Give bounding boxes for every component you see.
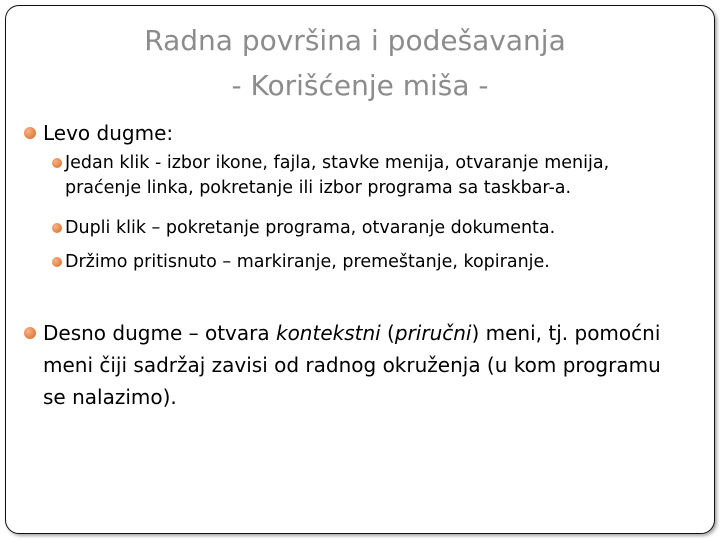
single-click-desc-line2: praćenje linka, pokretanje ili izbor programa sa taskbar-a.: [65, 178, 572, 198]
slide-title-line-1: Radna površina i podešavanja: [144, 24, 566, 57]
bullet-dot-icon: [52, 223, 62, 233]
hold-pressed-separator: –: [216, 252, 237, 272]
right-button-separator: – otvara: [182, 321, 276, 345]
bullet-dot-icon: [52, 158, 62, 168]
bullet-dot-icon: [24, 327, 36, 339]
hold-pressed-term: Držimo pritisnuto: [65, 252, 217, 272]
double-click-desc: pokretanje programa, otvaranje dokumenta.: [165, 218, 556, 238]
sub-bullet-double-click: [65, 216, 555, 240]
single-click-separator: -: [149, 153, 167, 173]
slide-title-line-2: - Korišćenje miša -: [231, 69, 489, 102]
bullet-right-button: [43, 318, 660, 348]
right-button-line3: se nalazimo).: [43, 385, 177, 409]
right-button-paren-open: (: [380, 321, 395, 345]
hold-pressed-desc: markiranje, premeštanje, kopiranje.: [236, 252, 550, 272]
right-button-paren-close: ) meni, tj. pomoćni: [471, 321, 661, 345]
left-button-suffix: :: [166, 121, 174, 145]
double-click-term: Dupli klik: [65, 218, 146, 238]
single-click-term: Jedan klik: [65, 153, 150, 173]
double-click-separator: –: [145, 218, 166, 238]
right-button-italic-handy: priručni: [394, 321, 472, 345]
sub-bullet-single-click: [65, 151, 609, 175]
bullet-dot-icon: [24, 127, 36, 139]
right-button-line2: meni čiji sadržaj zavisi od radnog okruženja (u kom programu: [43, 353, 661, 377]
single-click-desc-line1: izbor ikone, fajla, stavke menija, otvaranje menija,: [166, 153, 610, 173]
right-button-italic-contextual: kontekstni: [275, 321, 381, 345]
bullet-left-button: [43, 120, 173, 146]
sub-bullet-hold-pressed: [65, 250, 550, 274]
bullet-dot-icon: [52, 257, 62, 267]
left-button-term: Levo dugme: [43, 121, 167, 145]
right-button-term: Desno dugme: [43, 321, 183, 345]
